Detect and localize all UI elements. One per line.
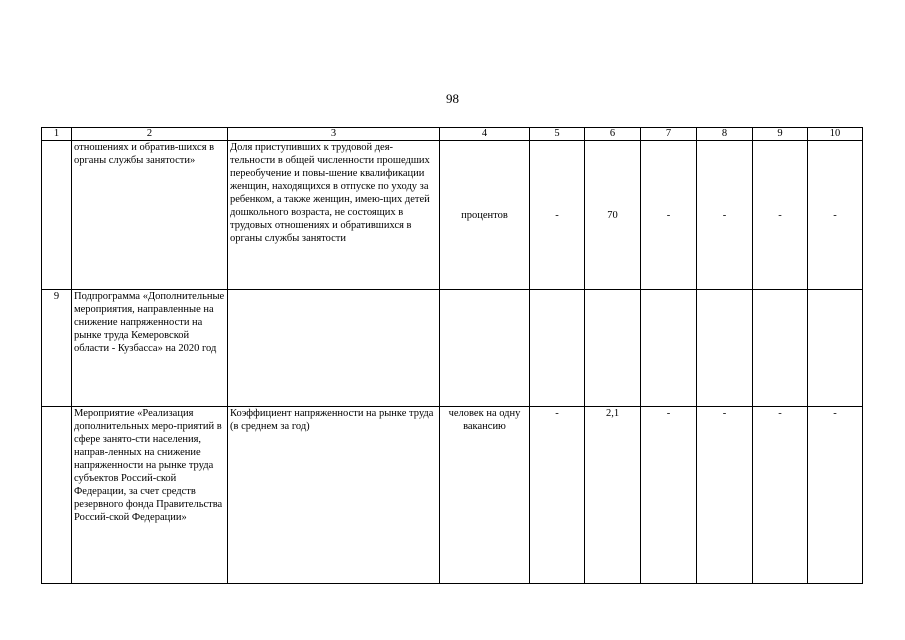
value-cell-7 xyxy=(641,290,697,407)
value-cell-6: 2,1 xyxy=(585,407,641,584)
header-cell-1: 1 xyxy=(42,128,72,141)
table-row xyxy=(42,141,863,290)
value-cell-6: 70 xyxy=(585,141,641,290)
row-number-cell xyxy=(42,141,72,290)
header-cell-6: 6 xyxy=(585,128,641,141)
table-header-row xyxy=(42,128,863,141)
header-cell-9: 9 xyxy=(753,128,808,141)
value-cell-8 xyxy=(697,290,753,407)
measure-name-cell: Подпрограмма «Дополнительные мероприятия, направленные на снижение напряженности на рынке труда Кемеровской области - Кузбасса» на 2020 год xyxy=(72,290,228,407)
value-cell-8: - xyxy=(697,407,753,584)
header-cell-5: 5 xyxy=(530,128,585,141)
value-cell-7: - xyxy=(641,407,697,584)
measure-name-cell: отношениях и обратив-шихся в органы службы занятости» xyxy=(72,141,228,290)
indicator-name-cell: Доля приступивших к трудовой дея-тельности в общей численности прошедших переобучение и повы-шение квалификации женщин, находящихся в отпуске по уходу за ребенком, а также женщин, имею-щих детей дошкольного возраста, не состоящих в трудовых отношениях и обратившихся в органы службы занятости xyxy=(228,141,440,290)
value-cell-9: - xyxy=(753,141,808,290)
table-row xyxy=(42,290,863,407)
indicator-name-cell: Коэффициент напряженности на рынке труда (в среднем за год) xyxy=(228,407,440,584)
page-number: 98 xyxy=(446,91,459,106)
value-cell-5 xyxy=(530,290,585,407)
measure-name-cell: Мероприятие «Реализация дополнительных меро-приятий в сфере занято-сти населения, направ-ленных на снижение напряженности на рынке труда субъектов Россий-ской Федерации, за счет средств резервного фонда Правительства Россий-ской Федерации» xyxy=(72,407,228,584)
header-cell-10: 10 xyxy=(808,128,863,141)
header-cell-4: 4 xyxy=(440,128,530,141)
header-cell-7: 7 xyxy=(641,128,697,141)
row-number-cell: 9 xyxy=(42,290,72,407)
value-cell-10 xyxy=(808,290,863,407)
value-cell-9 xyxy=(753,290,808,407)
unit-cell xyxy=(440,290,530,407)
value-cell-6 xyxy=(585,290,641,407)
unit-cell: процентов xyxy=(440,141,530,290)
header-cell-3: 3 xyxy=(228,128,440,141)
value-cell-9: - xyxy=(753,407,808,584)
header-cell-2: 2 xyxy=(72,128,228,141)
unit-cell: человек на одну вакансию xyxy=(440,407,530,584)
row-number-cell xyxy=(42,407,72,584)
table-row xyxy=(42,407,863,584)
header-cell-8: 8 xyxy=(697,128,753,141)
value-cell-10: - xyxy=(808,407,863,584)
indicators-table xyxy=(41,127,863,584)
value-cell-8: - xyxy=(697,141,753,290)
value-cell-10: - xyxy=(808,141,863,290)
value-cell-5: - xyxy=(530,407,585,584)
value-cell-5: - xyxy=(530,141,585,290)
indicator-name-cell xyxy=(228,290,440,407)
value-cell-7: - xyxy=(641,141,697,290)
